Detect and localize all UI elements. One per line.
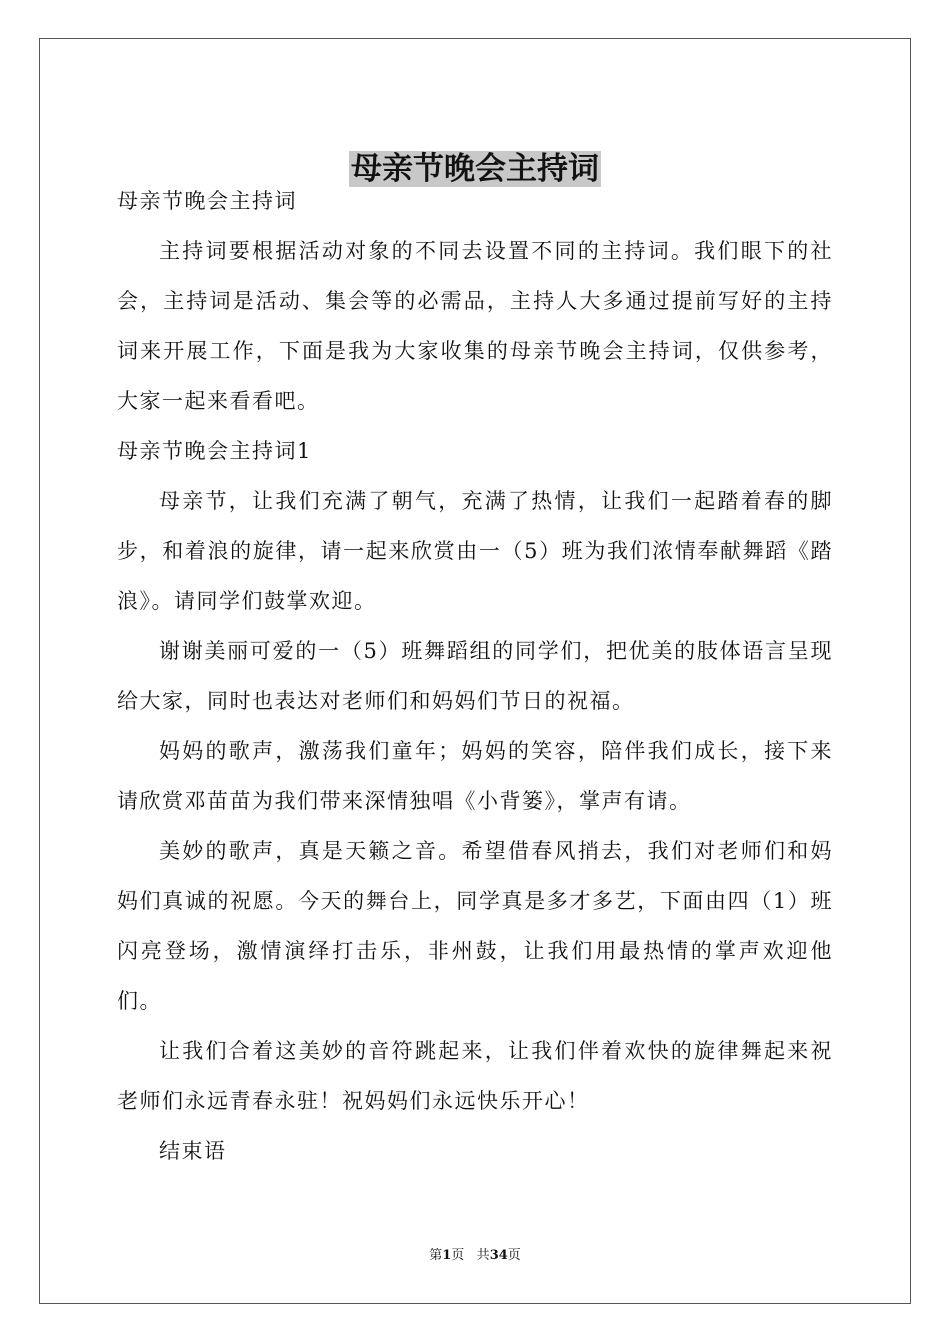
- footer-page-unit: 页: [451, 1248, 465, 1263]
- paragraph: 主持词要根据活动对象的不同去设置不同的主持词。我们眼下的社会，主持词是活动、集会等的必需品，主持人大多通过提前写好的主持词来开展工作，下面是我为大家收集的母亲节晚会主持词，仅供参考，大家一起来看看吧。: [117, 239, 833, 413]
- footer-total-prefix: 共: [476, 1248, 490, 1263]
- document-title-text: 母亲节晚会主持词: [351, 150, 599, 187]
- current-page-number: 1: [442, 1248, 452, 1263]
- paragraph: 谢谢美丽可爱的一（5）班舞蹈组的同学们，把优美的肢体语言呈现给大家，同时也表达对老师们和妈妈们节日的祝福。: [117, 639, 833, 713]
- footer-prefix: 第: [429, 1248, 443, 1263]
- paragraph: 妈妈的歌声，激荡我们童年；妈妈的笑容，陪伴我们成长，接下来请欣赏邓苗苗为我们带来深情独唱《小背篓》，掌声有请。: [117, 739, 833, 813]
- paragraph: 美妙的歌声，真是天籁之音。希望借春风捎去，我们对老师们和妈妈们真诚的祝愿。今天的舞台上，同学真是多才多艺，下面由四（1）班闪亮登场，激情演绎打击乐，非州鼓，让我们用最热情的掌声欢迎他们。: [117, 839, 833, 1013]
- paragraph: 母亲节晚会主持词1: [117, 439, 312, 463]
- total-pages-number: 34: [489, 1248, 508, 1263]
- paragraph: 母亲节晚会主持词: [117, 189, 297, 213]
- paragraph: 结束语: [159, 1139, 227, 1163]
- page-footer: [0, 1246, 950, 1266]
- footer-total-unit: 页: [507, 1248, 521, 1263]
- document-body: [117, 176, 833, 1176]
- paragraph: 母亲节，让我们充满了朝气，充满了热情，让我们一起踏着春的脚步，和着浪的旋律，请一起来欣赏由一（5）班为我们浓情奉献舞蹈《踏浪》。请同学们鼓掌欢迎。: [117, 489, 833, 613]
- paragraph: 让我们合着这美妙的音符跳起来，让我们伴着欢快的旋律舞起来祝老师们永远青春永驻！祝妈妈们永远快乐开心！: [117, 1039, 833, 1113]
